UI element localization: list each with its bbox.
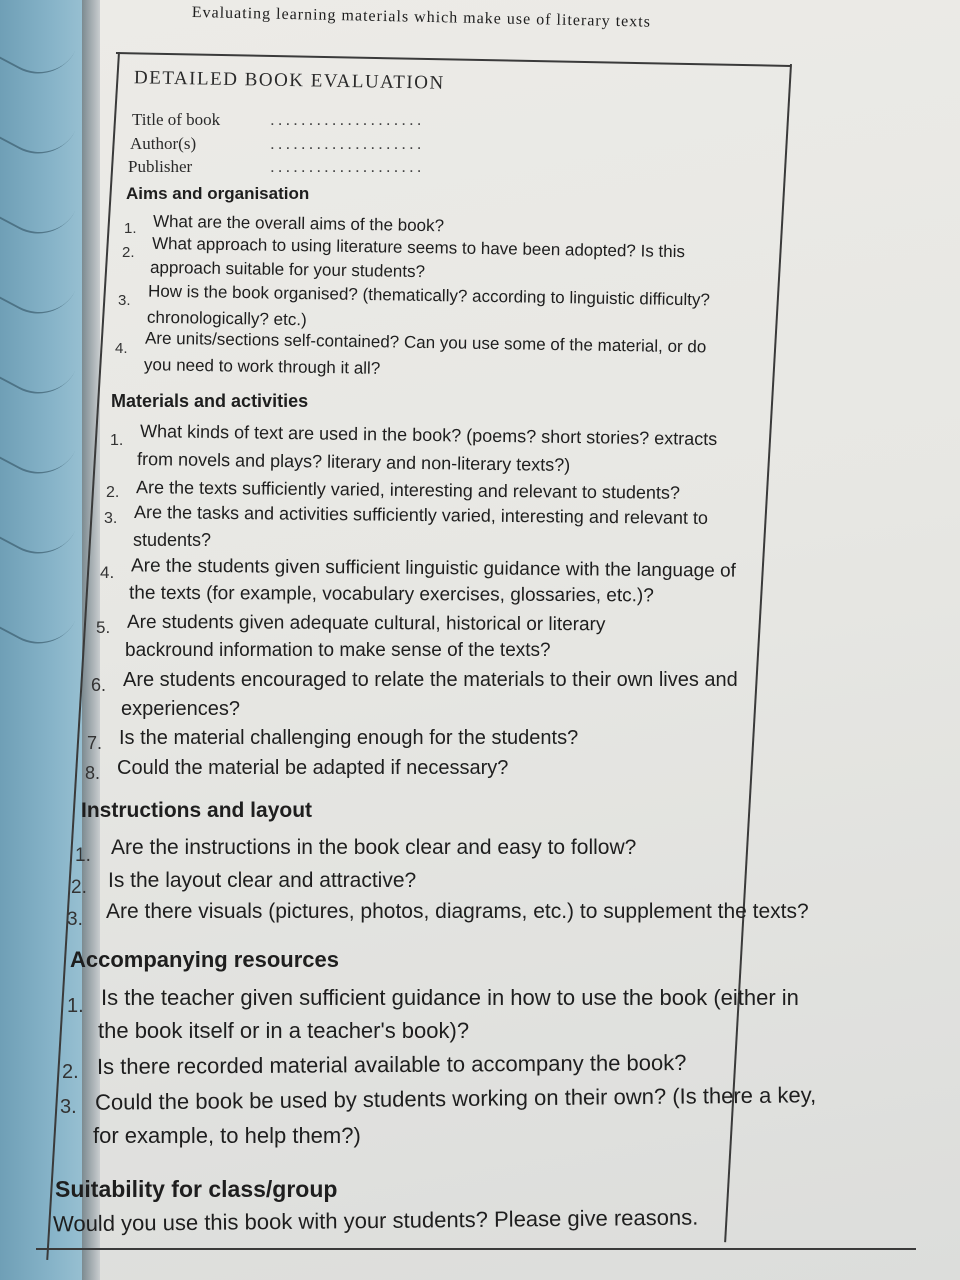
section-heading-materials: Materials and activities bbox=[111, 391, 309, 411]
question-line: Are students given adequate cultural, historical or literary bbox=[126, 611, 606, 636]
field-label-title: Title of book bbox=[132, 110, 221, 129]
field-label-publisher: Publisher bbox=[128, 157, 193, 176]
suitability-question: Would you use this book with your students? Please give reasons. bbox=[52, 1204, 699, 1237]
question-line: experiences? bbox=[121, 698, 240, 720]
item-number: 2. bbox=[122, 244, 135, 261]
item-number: 6. bbox=[91, 675, 107, 695]
running-head: Evaluating learning materials which make use of literary texts bbox=[191, 4, 652, 31]
field-value-authors: .................... bbox=[270, 134, 425, 153]
item-number: 1. bbox=[124, 220, 137, 237]
item-number: 4. bbox=[100, 563, 115, 582]
binder-ring-icon bbox=[0, 414, 75, 489]
question-line: Are students encouraged to relate the materials to their own lives and bbox=[123, 669, 738, 691]
binder-cover bbox=[0, 0, 92, 1280]
binder-ring-icon bbox=[0, 174, 75, 249]
question-line: What are the overall aims of the book? bbox=[152, 211, 445, 236]
section-heading-aims: Aims and organisation bbox=[126, 184, 310, 203]
question-line: Is the material challenging enough for the students? bbox=[119, 727, 579, 749]
question-line: approach suitable for your students? bbox=[149, 257, 426, 282]
question-line: What kinds of text are used in the book? (poems? short stories? extracts bbox=[139, 420, 718, 450]
item-number: 2. bbox=[106, 484, 120, 501]
binder-ring-icon bbox=[0, 584, 75, 659]
question-line: Could the book be used by students working on their own? (Is there a key, bbox=[94, 1082, 817, 1115]
item-number: 5. bbox=[96, 618, 111, 637]
section-heading-resources: Accompanying resources bbox=[70, 947, 339, 972]
item-number: 3. bbox=[60, 1096, 77, 1118]
item-number: 2. bbox=[62, 1061, 79, 1083]
question-line: Are the tasks and activities sufficiently varied, interesting and relevant to bbox=[133, 501, 709, 529]
binder-ring-icon bbox=[0, 494, 75, 569]
question-line: Are the students given sufficient linguistic guidance with the language of bbox=[130, 555, 736, 582]
question-line: Is the layout clear and attractive? bbox=[108, 869, 417, 892]
question-line: you need to work through it all? bbox=[143, 355, 381, 378]
item-number: 1. bbox=[67, 995, 84, 1017]
item-number: 7. bbox=[87, 733, 103, 753]
question-line: the book itself or in a teacher's book)? bbox=[98, 1018, 470, 1043]
question-line: How is the book organised? (thematically? according to linguistic difficulty? bbox=[147, 281, 711, 310]
binder-ring-icon bbox=[0, 334, 75, 409]
field-value-title: .................... bbox=[270, 110, 425, 129]
question-line: the texts (for example, vocabulary exercises, glossaries, etc.)? bbox=[128, 582, 654, 607]
question-line: Are the instructions in the book clear and easy to follow? bbox=[111, 836, 637, 859]
item-number: 3. bbox=[104, 510, 118, 527]
field-value-publisher: .................... bbox=[270, 157, 425, 176]
item-number: 3. bbox=[118, 292, 131, 309]
question-line: for example, to help them?) bbox=[93, 1123, 361, 1148]
question-line: Is the teacher given sufficient guidance in how to use the book (either in bbox=[101, 985, 799, 1010]
form-title: DETAILED BOOK EVALUATION bbox=[133, 67, 445, 94]
item-number: 3. bbox=[67, 909, 83, 930]
binder-ring-icon bbox=[0, 94, 75, 169]
question-line: What approach to using literature seems to have been adopted? Is this bbox=[151, 233, 686, 262]
frame-border-bottom bbox=[36, 1248, 916, 1250]
question-line: Are there visuals (pictures, photos, diagrams, etc.) to supplement the texts? bbox=[106, 900, 809, 923]
question-line: Could the material be adapted if necessary? bbox=[117, 757, 509, 779]
question-line: chronologically? etc.) bbox=[146, 307, 307, 330]
section-heading-suitability: Suitability for class/group bbox=[55, 1176, 338, 1202]
question-line: backround information to make sense of the texts? bbox=[125, 640, 551, 661]
item-number: 8. bbox=[85, 763, 101, 783]
item-number: 1. bbox=[75, 845, 91, 866]
binder-ring-icon bbox=[0, 254, 75, 329]
item-number: 4. bbox=[115, 340, 128, 357]
section-heading-instructions: Instructions and layout bbox=[81, 799, 313, 822]
question-line: Is there recorded material available to accompany the book? bbox=[96, 1049, 687, 1080]
question-line: from novels and plays? literary and non-literary texts?) bbox=[136, 448, 571, 476]
item-number: 1. bbox=[110, 432, 124, 449]
question-line: Are the texts sufficiently varied, interesting and relevant to students? bbox=[135, 477, 681, 503]
question-line: students? bbox=[133, 530, 212, 550]
question-line: Are units/sections self-contained? Can you use some of the material, or do bbox=[144, 328, 707, 357]
field-label-authors: Author(s) bbox=[130, 134, 197, 153]
item-number: 2. bbox=[71, 877, 87, 898]
binder-ring-icon bbox=[0, 14, 75, 89]
